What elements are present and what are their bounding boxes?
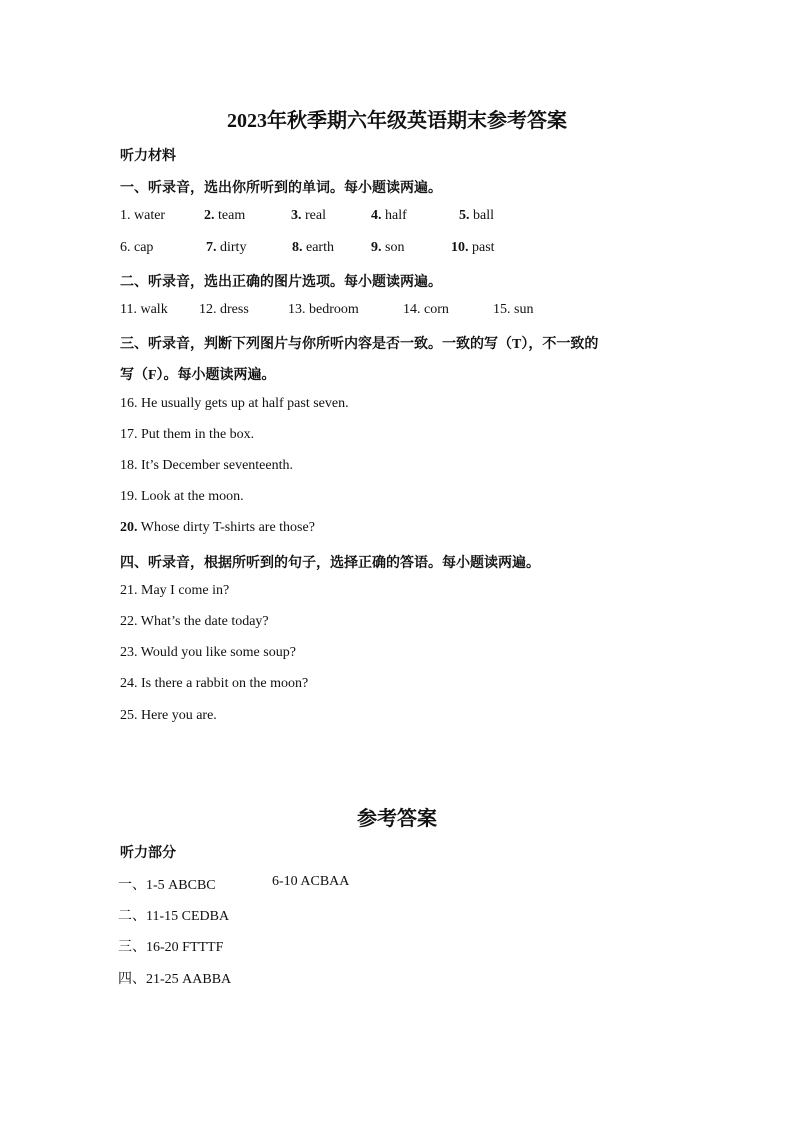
part1-instruction: 一、听录音，选出你所听到的单词。每小题读两遍。 — [120, 181, 442, 196]
word-item: 10. past — [451, 240, 495, 255]
answer-line: 四、21-25 AABBA — [118, 972, 232, 987]
answer-line: 6-10 ACBAA — [272, 874, 350, 889]
document-title: 2023年秋季期六年级英语期末参考答案 — [227, 110, 567, 132]
sentence-item: 21. May I come in? — [120, 583, 230, 598]
sentence-item: 23. Would you like some soup? — [120, 645, 296, 660]
sentence-item: 17. Put them in the box. — [120, 427, 255, 442]
picture-item: 12. dress — [199, 302, 249, 317]
word-item: 9. son — [371, 240, 405, 255]
part4-instruction: 四、听录音，根据所听到的句子，选择正确的答语。每小题读两遍。 — [120, 556, 540, 571]
word-item: 7. dirty — [206, 240, 247, 255]
answers-heading: 听力部分 — [120, 846, 176, 861]
sentence-item: 22. What’s the date today? — [120, 614, 269, 629]
sentence-item: 19. Look at the moon. — [120, 489, 244, 504]
section-heading-listening-material: 听力材料 — [120, 149, 176, 164]
picture-item: 13. bedroom — [288, 302, 359, 317]
sentence-item: 24. Is there a rabbit on the moon? — [120, 676, 309, 691]
part3-instruction-line2: 写（F）。每小题读两遍。 — [120, 368, 276, 383]
word-item: 4. half — [371, 208, 407, 223]
answers-title: 参考答案 — [357, 808, 437, 830]
word-item: 3. real — [291, 208, 326, 223]
sentence-item: 25. Here you are. — [120, 708, 217, 723]
picture-item: 14. corn — [403, 302, 449, 317]
word-item: 1. water — [120, 208, 166, 223]
word-item: 2. team — [204, 208, 246, 223]
answer-line: 一、1-5 ABCBC — [118, 878, 216, 893]
picture-item: 11. walk — [120, 302, 168, 317]
part2-instruction: 二、听录音，选出正确的图片选项。每小题读两遍。 — [120, 275, 442, 290]
word-item: 6. cap — [120, 240, 154, 255]
sentence-item: 16. He usually gets up at half past seven. — [120, 396, 349, 411]
word-item: 8. earth — [292, 240, 334, 255]
sentence-item: 20. Whose dirty T-shirts are those? — [120, 520, 315, 535]
part3-instruction-line1: 三、听录音，判断下列图片与你所听内容是否一致。一致的写（T），不一致的 — [120, 337, 599, 352]
word-item: 5. ball — [459, 208, 494, 223]
picture-item: 15. sun — [493, 302, 534, 317]
sentence-item: 18. It’s December seventeenth. — [120, 458, 293, 473]
answer-line: 二、11-15 CEDBA — [118, 909, 230, 924]
answer-line: 三、16-20 FTTTF — [118, 940, 224, 955]
